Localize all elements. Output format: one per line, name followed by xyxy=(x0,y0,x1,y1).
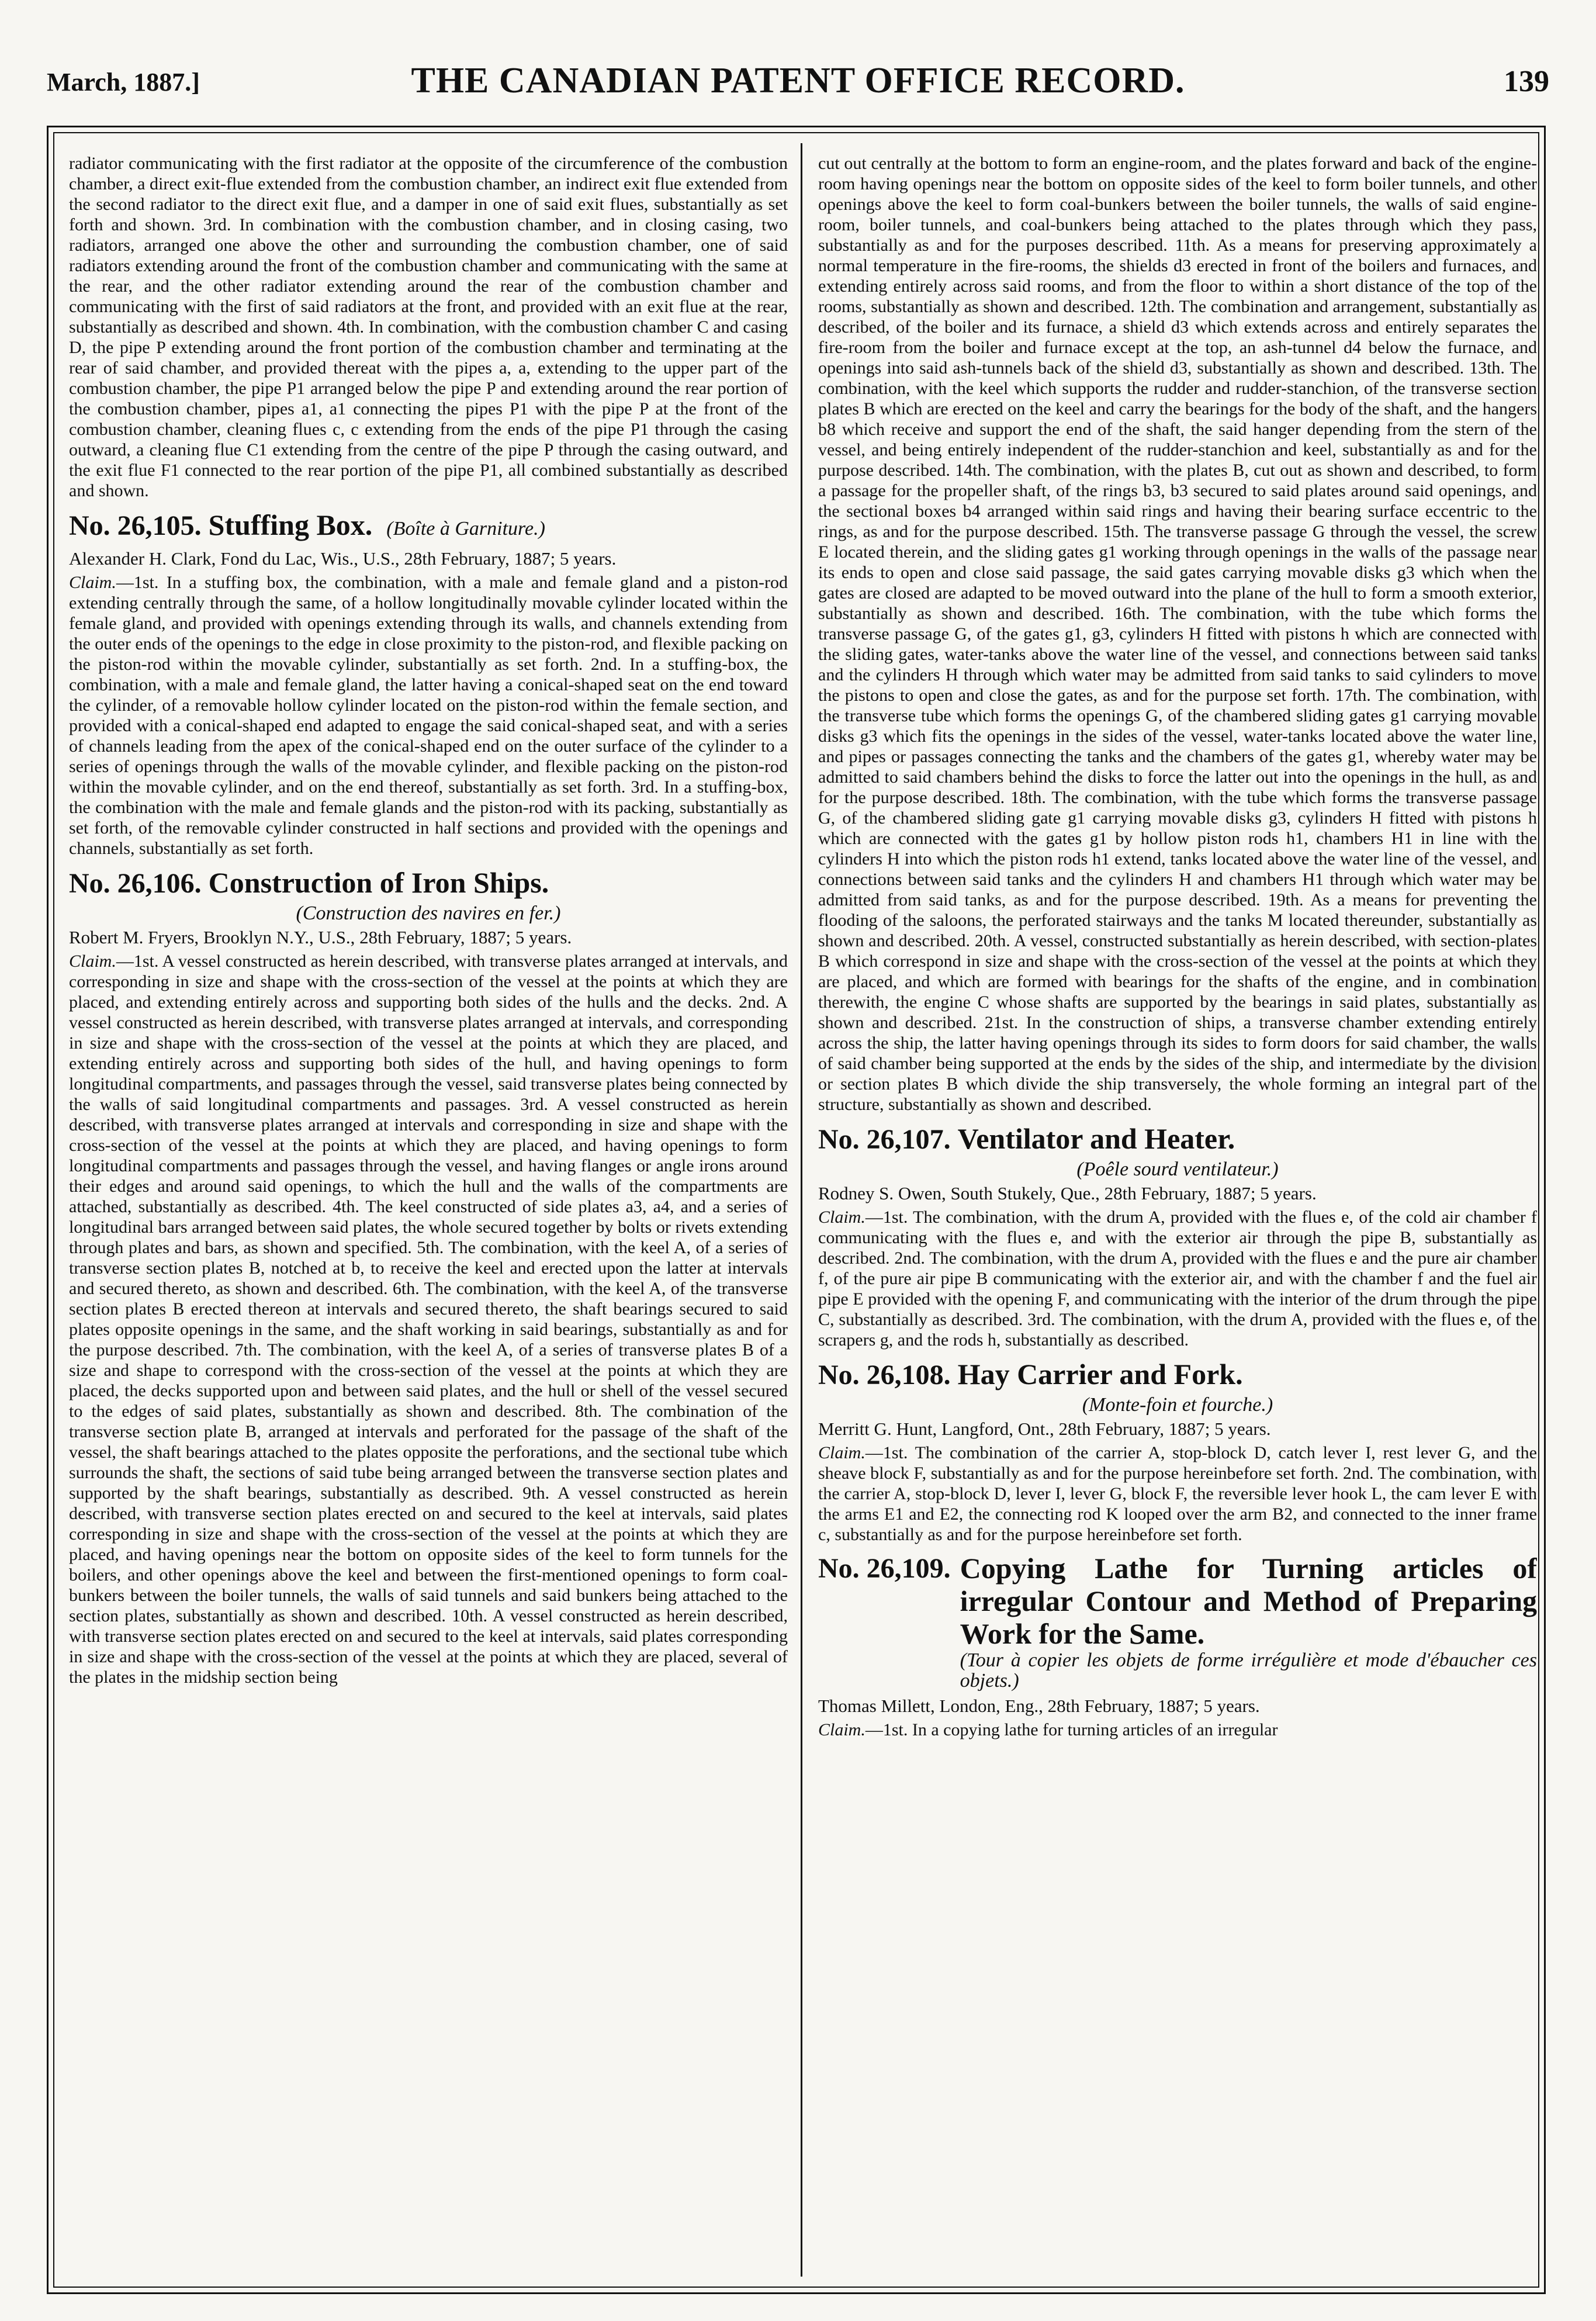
patent-title: Stuffing Box. xyxy=(208,509,373,541)
column-divider xyxy=(801,143,802,2277)
continued-claim-text: cut out centrally at the bottom to form an engine-room, and the plates forward and back of the engine-room having openings near the bottom on opposite sides of the keel to form boiler tunnels, and other openings above the keel to form coal-bunkers between the boiler tunnels, the walls of said engine-room, boiler tunnels, and coal-bunkers being attached to the plates through which they pass, substantially as and for the purposes described. 11th. As a means for preserving approximately a normal temperature in the fire-rooms, the shields d3 erected in front of the boilers and furnaces, and extending entirely across said rooms, and from the floor to within a short distance of the top of the rooms, substantially as shown and described. 12th. The combination and arrangement, substantially as described, of the boiler and its furnace, a shield d3 which extends across and entirely separates the fire-room from the boiler and furnace except at the top, an ash-tunnel d4 below the furnace, and openings into said ash-tunnels back of the shield d3, substantially as shown and described. 13th. The combination, with the keel which supports the rudder and rudder-stanchion, of the transverse section plates B which are erected on the keel and carry the bearings for the body of the shaft, and the hangers b8 which receive and support the end of the shaft, the said hanger depending from the stern of the vessel, and being entirely independent of the rudder-stanchion and keel, substantially as and for the purpose described. 14th. The combination, with the plates B, cut out as shown and described, to form a passage for the propeller shaft, of the rings b3, b3 secured to said plates around said openings, and the sectional boxes b4 arranged within said rings and having their bearing surface eccentric to the rings, as and for the purpose described. 15th. The transverse passage G through the vessel, the screw E located therein, and the sliding gates g1 working through openings in the walls of the passage near its ends to open and close said passage, the said gates carrying movable disks g3 which when the gates are closed are adapted to be moved outward into the plane of the hull to form a smooth exterior, substantially as shown and described. 16th. The combination, with the tube which forms the transverse passage G, of the gates g1, g3, cylinders H fitted with pistons h which are connected with the sliding gates, water-tanks above the water line of the vessel, and connections between said tanks and the cylinders H through which water may be admitted from said tanks to said cylinders to move the pistons to open and close the gates, as and for the purpose set forth. 17th. The combination, with the transverse tube which forms the openings G, of the chambered sliding gates g1 carrying movable disks g3 which fits the openings in the sides of the vessel, water-tanks located above the water line, and pipes or passages connecting the tanks and the chambers of the gates g1, whereby water may be admitted to said chambers behind the disks to force the latter out into the openings in the hull, as and for the purpose described. 18th. The combination, with the tube which forms the transverse passage G, of the chambered sliding gate g1 carrying movable disks g3, cylinders H fitted with pistons h which are connected with the gates g1 by hollow piston rods h1, chambers H1 in line with the cylinders H into which the piston rods h1 extend, tanks located above the water line of the vessel, and connections between said tanks and the cylinders H and chambers H1 through which water may be admitted from said tanks, as and for the purpose described. 19th. As a means for preventing the flooding of the saloons, the perforated stairways and the tanks M located thereunder, substantially as shown and described. 20th. A vessel, constructed substantially as herein described, with section-plates B which correspond in size and shape with the cross-section of the vessel at the points at which they are placed, and which are formed with bearings for the shafts of the engine, and in combination therewith, the engine C whose shafts are supported by the bearings in said plates, substantially as shown and described. 21st. In the construction of ships, a transverse chamber extending entirely across the ship, the latter having openings through its sides to form doors for said chamber, the walls of said chamber being supported at the ends by the sides of the ship, and intermediate by the division or section plates B which divide the ship transversely, the whole forming an integral part of the structure, substantially as shown and described. xyxy=(818,154,1537,1114)
patent-french-title: (Monte-foin et fourche.) xyxy=(1082,1394,1273,1416)
patent-french-title: (Poêle sourd ventilateur.) xyxy=(1076,1158,1279,1180)
patent-french-title: (Boîte à Garniture.) xyxy=(386,518,545,539)
patent-title: Construction of Iron Ships. xyxy=(208,866,549,899)
patent-inventor: Robert M. Fryers, Brooklyn N.Y., U.S., 28th February, 1887; 5 years. xyxy=(69,927,572,947)
claim-text: —1st. The combination, with the drum A, provided with the flues e, of the cold air chamber f communicating with the flues e, and with the exterior air through the pipe B, substantially as described. 2nd. The combination, with the drum A, provided with the flues e and the pure air chamber f, of the pure air pipe B communicating with the exterior air, and with the chamber f and the fuel air pipe E provided with the opening F, and communicating with the interior of the drum through the pipe C, substantially as described. 3rd. The combination, with the drum A, provided with the flues e, of the scrapers g, and the rods h, substantially as described. xyxy=(818,1208,1537,1350)
patent-title: Hay Carrier and Fork. xyxy=(957,1358,1243,1390)
patent-number: No. 26,105. xyxy=(69,510,202,541)
patent-number: No. 26,108. xyxy=(818,1360,951,1390)
patent-title: Ventilator and Heater. xyxy=(957,1122,1235,1155)
claim-label: Claim. xyxy=(818,1443,865,1462)
patent-inventor: Alexander H. Clark, Fond du Lac, Wis., U.S., 28th February, 1887; 5 years. xyxy=(69,548,617,569)
page-header xyxy=(41,56,1555,111)
patent-inventor: Thomas Millett, London, Eng., 28th February, 1887; 5 years. xyxy=(818,1696,1260,1716)
claim-text: —1st. A vessel constructed as herein described, with transverse plates arranged at intervals, and corresponding in size and shape with the cross-section of the vessel at the points at which they are placed, and extending entirely across and supporting both sides of the hulls and the decks. 2nd. A vessel constructed as herein described, with transverse plates arranged at intervals, and corresponding in size and shape with the cross-section of the vessel at the points at which they are placed, and extending entirely across and supporting both sides of the hull, and having openings to form longitudinal compartments, and passages through the vessel, said transverse plates being connected by the walls of said longitudinal compartments and passages. 3rd. A vessel constructed as herein described, with transverse plates arranged at intervals and corresponding in size and shape with the cross-section of the vessel at the points at which they are placed, and having openings to form longitudinal compartments and passages through the vessel, and having flanges or angle irons around their edges and around said openings, to which the hull and the walls of the compartments are attached, substantially as described. 4th. The keel constructed of side plates a3, a4, and a series of longitudinal bars arranged between said plates, the whole secured together by bolts or rivets extending through plates and bars, as shown and specified. 5th. The combination, with the keel A, of a series of transverse section plates B, notched at b, to receive the keel and erected upon the latter at intervals and secured thereto, as shown and described. 6th. The combination, with the keel A, of the transverse section plates B erected thereon at intervals and secured thereto, the shaft bearings secured to said plates opposite openings in the same, and the shaft working in said bearings, substantially as and for the purpose described. 7th. The combination, with the keel A, of a series of transverse plates B of a size and shape to correspond with the cross-section of the vessel at the points at which they are placed, the decks supported upon and between said plates, and the hull or shell of the vessel secured to the edges of said plates, substantially as shown and described. 8th. The combination of the transverse section plate B, arranged at intervals and perforated for the passage of the shaft of the vessel, the shaft bearings attached to the plates opposite the perforations, and the sectional tube which surrounds the shaft, the sections of said tube being arranged between the transverse section plates and supported by the shaft bearings, substantially as described. 9th. A vessel constructed as herein described, with transverse section plates erected on and secured to the keel at intervals, said plates corresponding in size and shape with the cross-section of the vessel at the points at which they are placed, and having openings near the bottom on opposite sides of the keel to form tunnels for the boilers, and other openings above the keel and between the first-mentioned openings to form coal-bunkers between the boiler tunnels, the walls of said tunnels and said bunkers being attached to the section plates, substantially as shown and described. 10th. A vessel constructed as herein described, with transverse section plates erected on and secured to the keel at intervals, said plates corresponding in size and shape with the cross-section of the vessel at the points at which they are placed, several of the plates in the midship section being xyxy=(69,952,788,1687)
left-column xyxy=(69,153,788,2269)
patent-claim xyxy=(69,951,788,1687)
patent-heading-26109 xyxy=(818,1552,1537,1691)
claim-label: Claim. xyxy=(818,1208,865,1227)
claim-label: Claim. xyxy=(69,952,116,971)
patent-claim xyxy=(818,1443,1537,1545)
claim-text: —1st. The combination of the carrier A, stop-block D, catch lever I, rest lever G, and the sheave block F, substantially as and for the purpose hereinbefore set forth. 2nd. The combination, with the carrier A, stop-block D, lever I, lever G, block F, the reversible lever hook L, the cam lever E with the arms E1 and E2, the connecting rod K looped over the arm B2, and connected to the inner frame c, substantially as and for the purpose hereinbefore set forth. xyxy=(818,1443,1537,1544)
claim-text: —1st. In a copying lathe for turning articles of an irregular xyxy=(865,1720,1278,1739)
patent-claim xyxy=(69,572,788,859)
patent-number: No. 26,107. xyxy=(818,1124,951,1155)
patent-number: No. 26,109. xyxy=(818,1553,951,1584)
publication-title: THE CANADIAN PATENT OFFICE RECORD. xyxy=(411,61,1185,101)
patent-claim xyxy=(818,1207,1537,1350)
patent-inventor: Merritt G. Hunt, Langford, Ont., 28th February, 1887; 5 years. xyxy=(818,1419,1271,1439)
page-number: 139 xyxy=(1504,65,1549,98)
issue-date: March, 1887.] xyxy=(47,68,200,96)
patent-heading-26107 xyxy=(818,1122,1537,1157)
right-column xyxy=(818,153,1537,2269)
continued-claim-text: radiator communicating with the first radiator at the opposite of the circumference of the combustion chamber, a direct exit-flue extended from the combustion chamber, an indirect exit flue extended from the second radiator to the direct exit flue, and a damper in one of said exit flues, substantially as set forth and shown. 3rd. In combination with the combustion chamber, and in closing casing, two radiators, arranged one above the other and surrounding the combustion chamber, one of said radiators extending around the front of the combustion chamber and communicating with the same at the rear, and the other radiator extending around the rear of the combustion chamber and communicating with the first of said radiators at the front, and provided with an exit flue at the rear, substantially as described and shown. 4th. In combination, with the combustion chamber C and casing D, the pipe P extending around the front portion of the combustion chamber and terminating at the rear of said chamber, and provided thereat with the pipes a, a, extending to the upper part of the combustion chamber, the pipe P1 arranged below the pipe P and extending around the rear portion of the combustion chamber, pipes a1, a1 connecting the pipes P1 with the pipe P at the front of the combustion chamber, cleaning flues c, c extending from the ends of the pipe P1 through the casing outward, a cleaning flue C1 extending from the centre of the pipe P through the casing outward, and the exit flue F1 connected to the rear portion of the pipe P1, all combined substantially as described and shown. xyxy=(69,154,788,500)
patent-heading-26108 xyxy=(818,1357,1537,1392)
claim-label: Claim. xyxy=(818,1720,865,1739)
patent-heading-26105 xyxy=(69,508,788,546)
patent-french-title: (Construction des navires en fer.) xyxy=(296,902,561,924)
patent-claim xyxy=(818,1720,1537,1740)
claim-text: —1st. In a stuffing box, the combination, with a male and female gland and a piston-rod extending centrally through the same, of a hollow longitudinally movable cylinder located within the female gland, and provided with openings extending through its walls, and channels extending from the outer ends of the openings to the edge in close proximity to the piston-rod, and flexible packing on the piston-rod within the movable cylinder, substantially as set forth. 2nd. In a stuffing-box, the combination, with a male and female gland, the latter having a conical-shaped seat on the end toward the cylinder, of a removable hollow cylinder located on the piston-rod within the female section, and provided with a conical-shaped end adapted to engage the said conical-shaped seat, and with a series of channels leading from the apex of the conical-shaped end on the outer surface of the cylinder to a series of openings through the walls of the movable cylinder, and flexible packing on the piston-rod within the movable cylinder, and on the end thereof, substantially as set forth. 3rd. In a stuffing-box, the combination with the male and female glands and the piston-rod with its packing, substantially as set forth, of the removable cylinder constructed in half sections and provided with the openings and channels, substantially as set forth. xyxy=(69,573,788,858)
patent-inventor: Rodney S. Owen, South Stukely, Que., 28th February, 1887; 5 years. xyxy=(818,1183,1317,1203)
patent-heading-26106 xyxy=(69,866,788,901)
patent-french-title: (Tour à copier les objets de forme irrégulière et mode d'ébaucher ces objets.) xyxy=(960,1649,1537,1692)
patent-title: Copying Lathe for Turning articles of irregular Contour and Method of Preparing Work for the Same. xyxy=(960,1552,1537,1650)
claim-label: Claim. xyxy=(69,573,116,592)
patent-number: No. 26,106. xyxy=(69,868,202,899)
